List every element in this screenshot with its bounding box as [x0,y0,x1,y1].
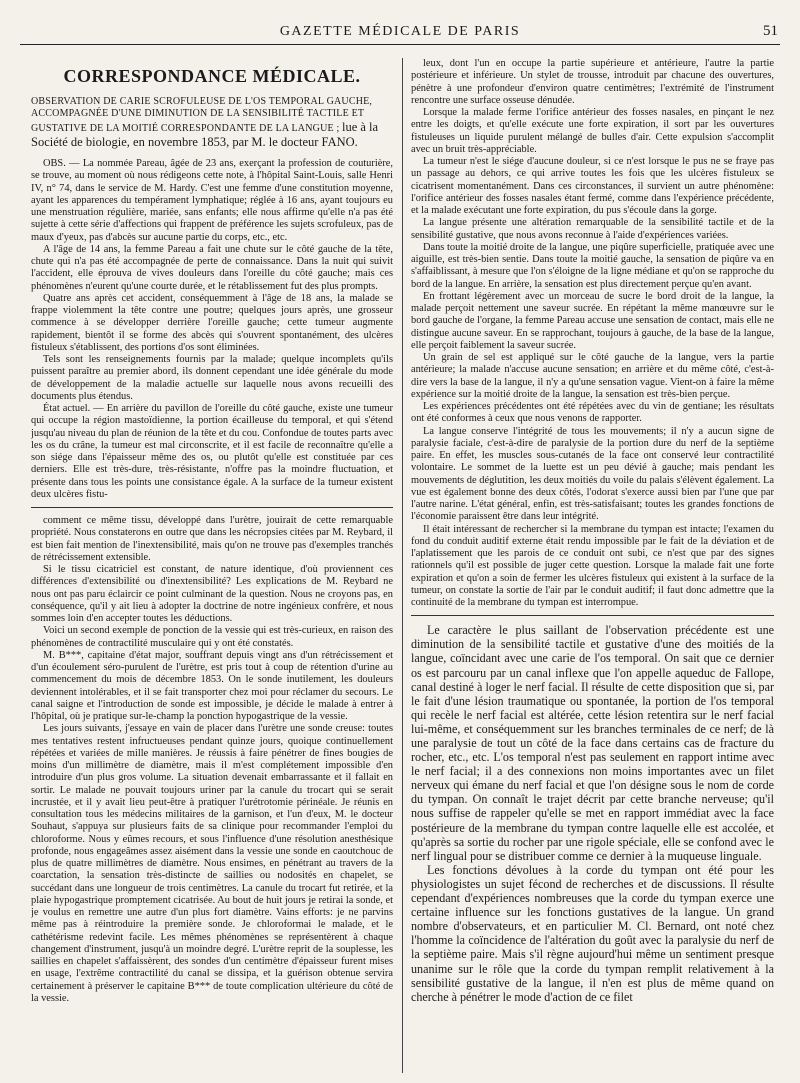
column-divider [31,507,393,508]
paragraph: Un grain de sel est appliqué sur le côté gauche de la langue, vers la partie antérieure; la malade n'accuse aucune sensation; en arrière et du même côté, c'est-à-dire vers la base de la langue, il n'y a qu'une sensation vague. Vient-on à faire la même expérience sur la moitié droite de la langue, la sensation est très-bien perçue. [411,352,774,400]
journal-title: GAZETTE MÉDICALE DE PARIS [279,24,521,39]
paragraph: Lorsque la malade ferme l'orifice antérieur des fosses nasales, en pinçant le nez entre les doigts, et qu'elle exécute une forte expiration, il sort par les ouvertures fistuleuses un liquide purulent mélangé de bulles d'air. Cette expulsion s'accomplit avec un bruit très-appréciable. [411,107,774,155]
paragraph: La langue présente une altération remarquable de la sensibilité tactile et de la sensibilité gustative, que nous avons reconnue à l'aide d'expériences variées. [411,217,774,241]
paragraph: M. B***, capitaine d'état major, souffrant depuis vingt ans d'un rétrécissement et d'un écoulement séro-purulent de l'urètre, est pris tout à coup de rétention d'urine au commencement du mois de décembre 1853. On le sonde inutilement, les douleurs deviennent intolérables, et il se fait transporter chez moi pour réclamer du secours. Le canal saigne et l'introduction de sonde est impossible, je décide le malade à entrer à l'hôpital, où je pratique sur-le-champ la ponction hypogastrique de la vessie. [31,649,393,722]
left-column [31,58,393,1073]
paragraph: État actuel. — En arrière du pavillon de l'oreille du côté gauche, existe une tumeur qui occupe la région mastoïdienne, la portion écailleuse du temporal, et qui s'étend jusqu'au niveau du plan de réunion de la tête et du cou. Confondue de toutes parts avec les os du crâne, la tumeur est mal circonscrite, et il est facile de reconnaître qu'elle a son siége dans l'épaisseur même des os, ou plutôt qu'elle est constituée par ces derniers. Elle est très-dure, très-résistante, n'offre pas la moindre fluctuation, et présente dans tous les points une consistance égale. A la surface de la tumeur existent deux ulcères fistu- [31,403,393,500]
observation-title [31,96,393,150]
paragraph: comment ce même tissu, développé dans l'urètre, jouirait de cette remarquable propriété. Nous constaterons en outre que dans les nécropsies citées par M. Reybard, il est bien fait mention de l'inextensibilité, mais qu'on ne trouve pas d'exemples tranchés de rétrécissement extensible. [31,515,393,563]
observation-heading: OBSERVATION DE CARIE SCROFULEUSE DE L'OS TEMPORAL GAUCHE, ACCOMPAGNÉE D'UNE DIMINUTION DE LA SENSIBILITÉ TACTILE ET GUSTATIVE DE LA MOITIÉ CORRESPONDANTE DE LA LANGUE ; [31,96,373,134]
running-head [20,22,780,45]
column-divider [411,615,774,616]
page-number: 51 [763,23,778,39]
commentary-section [411,623,774,1004]
section-title: CORRESPONDANCE MÉDICALE. [63,66,361,86]
vertical-rule [402,58,403,1073]
paragraph: La tumeur n'est le siége d'aucune douleur, si ce n'est lorsque le pus ne se fraye pas un passage au dehors, ce qui arrive toutes les fois que les ulcères fistuleux se cicatrisent momentanément. Dans ces circonstances, il survient un autre phénomène: l'orifice antérieur des fosses nasales étant fermé, comme dans l'expérience précédente, et la malade exécutant une forte expiration, du pus s'écoule dans la gorge. [411,156,774,216]
paragraph: En frottant légèrement avec un morceau de sucre le bord droit de la langue, la malade perçoit nettement une saveur sucrée. En répétant la même manœuvre sur le bord gauche de l'organe, la femme Pareau accuse une sensation de contact, mais elle ne distingue aucune saveur. En se rapprochant, toujours à gauche, de la base de la langue, elle perçoit faiblement la saveur sucrée. [411,290,774,351]
paragraph: Dans toute la moitié droite de la langue, une piqûre superficielle, pratiquée avec une aiguille, est très-bien sentie. Dans toute la moitié gauche, la sensation de piqûre va en s'affaiblissant, à mesure que l'on s'éloigne de la ligne médiane et qu'on se rapproche du bord de la langue. En arrière, la sensation est plus directement perçue qu'en avant. [411,241,774,290]
paragraph: leux, dont l'un en occupe la partie supérieure et antérieure, l'autre la partie postérieure et inférieure. Un stylet de trousse, introduit par chacune des ouvertures, pénètre à une profondeur d'environ quatre centimètres; l'extrémité de l'instrument rencontre une surface osseuse dénudée. [411,58,774,106]
paragraph: A l'âge de 14 ans, la femme Pareau a fait une chute sur le côté gauche de la tête, chute qui n'a pas été accompagnée de perte de connaissance. Dans la nuit qui suivit l'accident, elle éprouva de vives douleurs dans l'oreille du côté gauche; mais ces phénomènes n'eurent qu'une courte durée, et le rétablissement fut des plus prompts. [31,243,393,292]
paragraph: Il était intéressant de rechercher si la membrane du tympan est intacte; l'examen du fond du conduit auditif externe était rendu impossible par le fait de la déviation et de l'aplatissement que les parois de ce conduit ont subi, ce n'est que par des signes rationnels qu'il est possible de juger cette question. Lorsque la malade fait une forte expiration et qu'on a soin de fermer les ulcères fistuleux qui existent à la surface de la tumeur, on constate la sortie de l'air par le conduit auditif; il faut donc admettre que la continuité de la membrane du tympan est interrompue. [411,523,774,608]
paragraph: Les jours suivants, j'essaye en vain de placer dans l'urètre une sonde creuse: toutes mes tentatives restent infructueuses pendant quinze jours, quoique continuellement répétées et variées de mille manières. Je réussis à faire pénétrer de fines bougies de moins d'un millimètre de diamètre, mais il m'est complétement impossible d'en introduire d'un plus gros volume. La situation devenait embarrassante et il fallait en sortir. Le malade ne pouvait toujours uriner par la canule du trocart qui se serait incrustée, et il y avait lieu peut-être à pratiquer l'urétrotomie périnéale. Je réunis en consultation tous les médecins militaires de la garnison, et l'un d'eux, M. le docteur Souhaut, s'appuya sur plusieurs faits de sa clinique pour recommander l'emploi du chloroforme. Nous y eûmes recours, et sous l'influence d'une résolution anesthésique profonde, nous engageâmes assez aisément dans la vessie une sonde en caoutchouc de plus de quatre millimètres de diamètre. Nous ensimes, en pénétrant au travers de la coarctation, la sensation très-distincte de saillies ou nodosités en chapelet, se succédant dans une longueur de trois centimètres. La canule du trocart fut retirée, et la plaie hypogastrique promptement cicatrisée. Au bout de huit jours je retirai la sonde, et je voulus en remettre une autre d'un plus fort diamètre. Vains efforts: je ne parvins même pas à réintroduire la première sonde. Je chloroformai le malade, et le cathétérisme redevint facile. Les mêmes phénomènes se représentèrent à chaque changement d'instrument, jusqu'à un moindre degré. L'urètre reprit de la souplesse, les saillies en chapelet s'affaissèrent, des sondes d'un centimètre d'épaisseur furent mises en usage, l'extrême contractilité du canal se dissipa, et la guérison obtenue servira certainement à préserver le capitaine B*** de toute complication ultérieure du côté de la vessie. [31,723,393,1004]
right-column [411,58,774,1073]
paragraph: Tels sont les renseignements fournis par la malade; quelque incomplets qu'ils puissent paraître au premier abord, ils donnent cependant une idée générale du mode de développement de la maladie actuelle sur laquelle nous avons recueilli des documents plus étendus. [31,354,393,402]
paragraph: Voici un second exemple de ponction de la vessie qui est très-curieux, en raison des phénomènes de contractilité musculaire qui y ont été constatés. [31,625,393,649]
paragraph: Si le tissu cicatriciel est constant, de nature identique, d'où proviennent ces différences d'extensibilité ou d'inextensibilité? Les explications de M. Reybard ne nous ont pas paru éclaircir ce point culminant de la question. Nous ne croyons pas, en conséquence, qu'il y ait lieu à adopter la doctrine de notre ingénieux confrère, et nous sommes loin d'en accepter toutes les déductions. [31,564,393,624]
paragraph: Les fonctions dévolues à la corde du tympan ont été pour les physiologistes un sujet fécond de recherches et de discussions. Il résulte cependant d'expériences nombreuses que la corde du tympan exerce une certaine influence sur les fonctions gustatives de la langue. Un grand nombre d'observateurs, et en particulier M. Cl. Bernard, ont noté chez l'homme la coïncidence de l'altération du goût avec la paralysie du nerf de la septième paire. Mais s'il règne aujourd'hui même un sentiment presque unanime sur le rôle que la corde du tympan remplit relativement à la sensibilité gustative de la langue, il n'en est plus de même quand on cherche à pénétrer le mode d'action de ce filet [411,862,774,1004]
paragraph: Quatre ans après cet accident, conséquemment à l'âge de 18 ans, la malade se frappe violemment la tête contre une poutre; quelques jours après, une grosseur commence à se développer derrière l'oreille gauche; cette tumeur augmente rapidement, bientôt il se forme des abcès qui s'ouvrent spontanément, des ulcères fistuleux s'établissent, des portions d'os sont éliminées. [31,292,393,353]
paragraph: Les expériences précédentes ont été répétées avec du vin de gentiane; les résultats ont été conformes à ceux que nous venons de rapporter. [411,401,774,425]
observation-subtitle: lue à la Société de biologie, en novembre 1853, par M. le docteur FANO. [31,120,379,149]
paragraph: OBS. — La nommée Pareau, âgée de 23 ans, exerçant la profession de couturière, se trouve, au moment où nous rédigeons cette note, à l'hôpital Saint-Louis, salle Henri IV, n° 74, dans le service de M. Hardy. C'est une femme d'une constitution moyenne, ayant les apparences du tempérament lymphatique; réglée à 16 ans, ayant toujours eu une menstruation régulière, mariée, sans enfants; elle nous affirme qu'elle n'a pas été sujette à cette série d'affections qui frappent de préférence les sujets scrofuleux, pas de maux d'yeux, pas d'abcès sur aucune partie du corps, etc., etc. [31,158,393,243]
paragraph: Le caractère le plus saillant de l'observation précédente est une diminution de la sensibilité tactile et gustative d'une des moitiés de la langue, coïncidant avec une carie de l'os temporal. On sait que ce dernier os est parcouru par un canal inflexe que l'on appelle aqueduc de Fallope, canal destiné à loger le nerf facial. Il résulte de cette disposition que si, par le fait d'une lésion traumatique ou spontanée, la portion de l'os temporal qui recèle le nerf facial est altérée, cette lésion retentira sur le nerf facial lui-même, et conséquemment sur les branches terminales de ce nerf; de là une paralysie de tout un côté de la face dans certains cas de fracture du rocher, etc., etc. L'os temporal n'est pas seulement en rapport intime avec le nerf facial; il a des connexions non moins importantes avec un filet nerveux qui émane du nerf facial et que l'on désigne sous le nom de corde du tympan. On connaît le trajet décrit par cette branche nerveuse; qu'il nous suffise de rappeler qu'elle se met en rapport immédiat avec la face postérieure de la membrane du tympan contre laquelle elle est accolée, et qu'après sa sortie du rocher par une rigole spéciale, elle se confond avec le nerf lingual pour se distribuer comme ce dernier à la muqueuse linguale. [411,623,774,863]
paragraph: La langue conserve l'intégrité de tous les mouvements; il n'y a aucun signe de paralysie faciale, c'est-à-dire de paralysie de la portion dure du nerf de la septième paire. En effet, les muscles sous-cutanés de la face ont conservé leur contractilité volontaire. Le sommet de la luette est un peu dévié à gauche; mais pendant les mouvements de déglutition, les deux moitiés du voile du palais s'élèvent également. La vue est également bonne des deux côtés, l'odorat s'exerce aussi bien par l'une que par l'autre narine. L'état général, enfin, est très-satisfaisant; toutes les grandes fonctions de l'économie paraissent être dans leur intégrité. [411,425,774,523]
